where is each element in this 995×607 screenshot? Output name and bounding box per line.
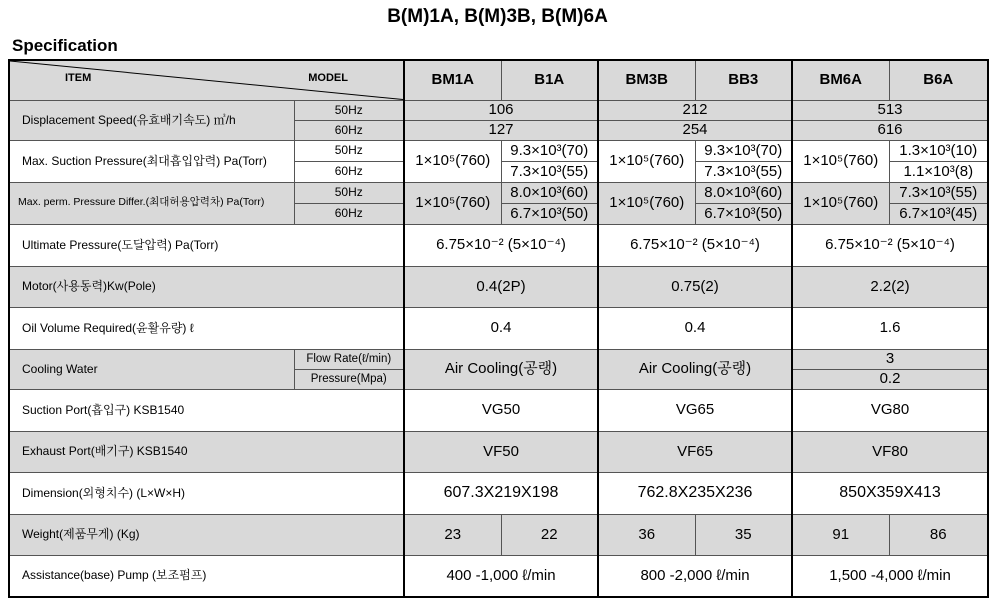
assistance-bm3: 800 -2,000 ℓ/min	[598, 555, 792, 597]
header-row	[9, 60, 988, 100]
displacement-60-bm1: 127	[404, 120, 598, 140]
perm-pressure-bm3b: 1×10⁵(760)	[598, 182, 695, 224]
ultimate-pressure-row	[9, 224, 988, 266]
perm-pressure-b6a-60: 6.7×10³(45)	[889, 203, 988, 224]
suction-pressure-row-50hz	[9, 140, 988, 161]
model-b6a: B6A	[889, 60, 988, 100]
assistance-pump-label: Assistance(base) Pump (보조펌프)	[9, 555, 404, 597]
suction-pressure-b1a-50: 9.3×10³(70)	[501, 140, 598, 161]
dimension-bm3: 762.8X235X236	[598, 472, 792, 514]
exhaust-port-row	[9, 431, 988, 472]
hz-60-label: 60Hz	[294, 203, 404, 224]
oil-volume-row	[9, 307, 988, 349]
model-bm1a: BM1A	[404, 60, 501, 100]
perm-pressure-b1a-60: 6.7×10³(50)	[501, 203, 598, 224]
weight-row	[9, 514, 988, 555]
suction-pressure-b6a-60: 1.1×10³(8)	[889, 161, 988, 182]
oil-bm3: 0.4	[598, 307, 792, 349]
flow-rate-label: Flow Rate(ℓ/min)	[294, 349, 404, 369]
ultimate-bm6: 6.75×10⁻² (5×10⁻⁴)	[792, 224, 988, 266]
displacement-row-50hz	[9, 100, 988, 120]
suction-pressure-bm6a: 1×10⁵(760)	[792, 140, 889, 182]
weight-b6a: 86	[889, 514, 988, 555]
motor-bm3: 0.75(2)	[598, 266, 792, 307]
hz-60-label: 60Hz	[294, 120, 404, 140]
motor-bm1: 0.4(2P)	[404, 266, 598, 307]
suction-pressure-bb3-50: 9.3×10³(70)	[695, 140, 792, 161]
exhaust-port-bm6: VF80	[792, 431, 988, 472]
dimension-bm1: 607.3X219X198	[404, 472, 598, 514]
suction-pressure-label: Max. Suction Pressure(최대흡입압력) Pa(Torr)	[9, 140, 294, 182]
suction-pressure-bb3-60: 7.3×10³(55)	[695, 161, 792, 182]
hz-60-label: 60Hz	[294, 161, 404, 182]
cooling-bm1: Air Cooling(공랭)	[404, 349, 598, 389]
suction-pressure-b1a-60: 7.3×10³(55)	[501, 161, 598, 182]
hz-50-label: 50Hz	[294, 100, 404, 120]
exhaust-port-label: Exhaust Port(배기구) KSB1540	[9, 431, 404, 472]
model-bb3: BB3	[695, 60, 792, 100]
weight-bm1a: 23	[404, 514, 501, 555]
ultimate-bm1: 6.75×10⁻² (5×10⁻⁴)	[404, 224, 598, 266]
suction-port-bm1: VG50	[404, 389, 598, 431]
suction-port-row	[9, 389, 988, 431]
perm-pressure-row-50hz	[9, 182, 988, 203]
suction-port-bm3: VG65	[598, 389, 792, 431]
suction-pressure-b6a-50: 1.3×10³(10)	[889, 140, 988, 161]
item-model-header	[9, 60, 404, 100]
specification-table	[8, 59, 989, 598]
displacement-50-bm3: 212	[598, 100, 792, 120]
weight-bm6a: 91	[792, 514, 889, 555]
perm-pressure-bm1a: 1×10⁵(760)	[404, 182, 501, 224]
pressure-label: Pressure(Mpa)	[294, 369, 404, 389]
assistance-bm1: 400 -1,000 ℓ/min	[404, 555, 598, 597]
dimension-bm6: 850X359X413	[792, 472, 988, 514]
suction-port-bm6: VG80	[792, 389, 988, 431]
assistance-pump-row	[9, 555, 988, 597]
perm-pressure-b1a-50: 8.0×10³(60)	[501, 182, 598, 203]
displacement-60-bm6: 616	[792, 120, 988, 140]
model-b1a: B1A	[501, 60, 598, 100]
perm-pressure-bb3-50: 8.0×10³(60)	[695, 182, 792, 203]
weight-b1a: 22	[501, 514, 598, 555]
section-title: Specification	[12, 36, 118, 55]
ultimate-pressure-label: Ultimate Pressure(도달압력) Pa(Torr)	[9, 224, 404, 266]
perm-pressure-bm6a: 1×10⁵(760)	[792, 182, 889, 224]
assistance-bm6: 1,500 -4,000 ℓ/min	[792, 555, 988, 597]
dimension-label: Dimension(외형치수) (L×W×H)	[9, 472, 404, 514]
perm-pressure-label: Max. perm. Pressure Differ.(최대허용압력차) Pa(Torr)	[9, 182, 294, 224]
motor-row	[9, 266, 988, 307]
model-bm6a: BM6A	[792, 60, 889, 100]
weight-bm3b: 36	[598, 514, 695, 555]
oil-bm6: 1.6	[792, 307, 988, 349]
page-title: B(M)1A, B(M)3B, B(M)6A	[387, 6, 608, 27]
weight-label: Weight(제품무게) (Kg)	[9, 514, 404, 555]
model-label: MODEL	[308, 72, 348, 84]
suction-pressure-bm1a: 1×10⁵(760)	[404, 140, 501, 182]
exhaust-port-bm3: VF65	[598, 431, 792, 472]
hz-50-label: 50Hz	[294, 182, 404, 203]
displacement-label: Displacement Speed(유효배기속도) ㎥/h	[9, 100, 294, 140]
cooling-flow-row	[9, 349, 988, 369]
cooling-bm3: Air Cooling(공랭)	[598, 349, 792, 389]
model-bm3b: BM3B	[598, 60, 695, 100]
motor-bm6: 2.2(2)	[792, 266, 988, 307]
displacement-50-bm1: 106	[404, 100, 598, 120]
suction-port-label: Suction Port(흡입구) KSB1540	[9, 389, 404, 431]
hz-50-label: 50Hz	[294, 140, 404, 161]
cooling-bm6-pressure: 0.2	[792, 369, 988, 389]
perm-pressure-bb3-60: 6.7×10³(50)	[695, 203, 792, 224]
ultimate-bm3: 6.75×10⁻² (5×10⁻⁴)	[598, 224, 792, 266]
cooling-water-label: Cooling Water	[9, 349, 294, 389]
cooling-bm6-flow: 3	[792, 349, 988, 369]
perm-pressure-b6a-50: 7.3×10³(55)	[889, 182, 988, 203]
oil-bm1: 0.4	[404, 307, 598, 349]
dimension-row	[9, 472, 988, 514]
item-label: ITEM	[65, 72, 92, 84]
motor-label: Motor(사용동력)Kw(Pole)	[9, 266, 404, 307]
displacement-50-bm6: 513	[792, 100, 988, 120]
oil-volume-label: Oil Volume Required(윤활유량) ℓ	[9, 307, 404, 349]
displacement-60-bm3: 254	[598, 120, 792, 140]
weight-bb3: 35	[695, 514, 792, 555]
exhaust-port-bm1: VF50	[404, 431, 598, 472]
suction-pressure-bm3b: 1×10⁵(760)	[598, 140, 695, 182]
